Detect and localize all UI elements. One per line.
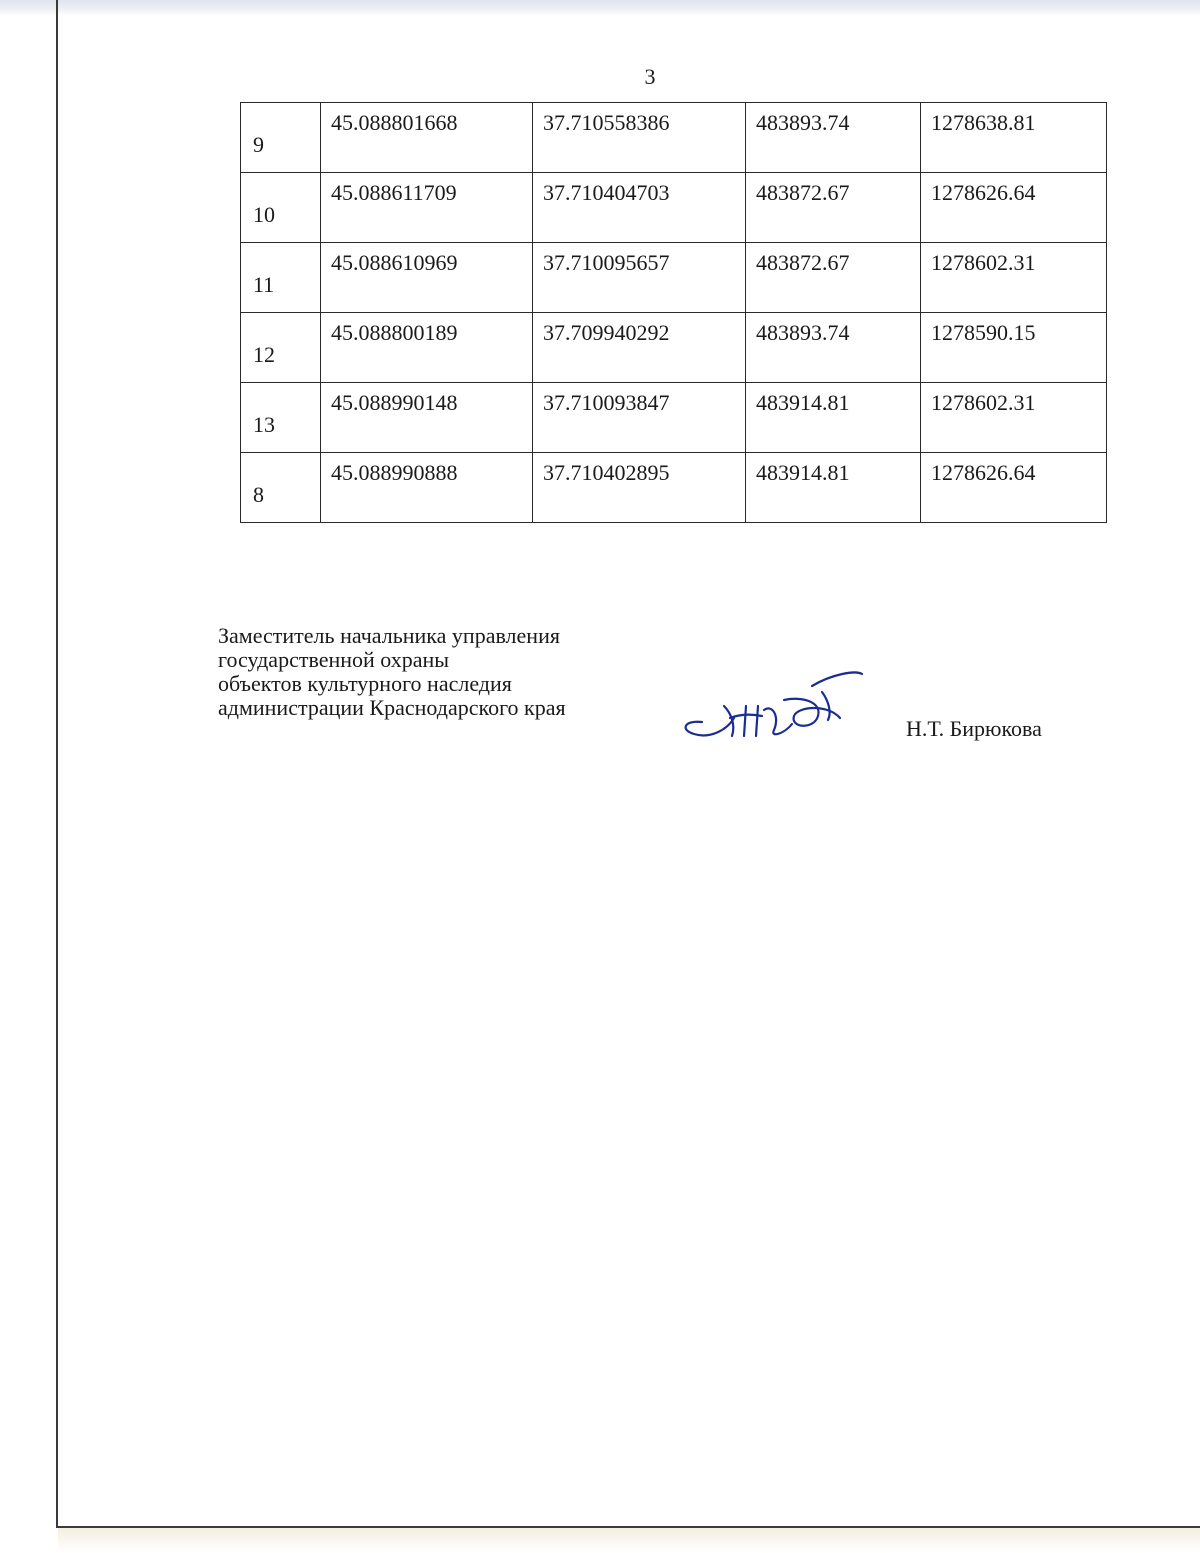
- latitude-value: 45.088611709: [331, 180, 457, 205]
- latitude-cell: [321, 313, 533, 383]
- longitude-value: 37.710093847: [543, 390, 670, 415]
- longitude-cell: [533, 243, 746, 313]
- latitude-cell: [321, 173, 533, 243]
- handwritten-signature: [672, 660, 872, 750]
- point-number: 11: [253, 272, 275, 297]
- x-coordinate-cell: [746, 243, 921, 313]
- x-coordinate-value: 483893.74: [756, 320, 850, 345]
- table-row: [241, 243, 1107, 313]
- signer-title-line: Заместитель начальника управления: [218, 623, 560, 648]
- latitude-value: 45.088990888: [331, 460, 458, 485]
- longitude-cell: [533, 103, 746, 173]
- longitude-cell: [533, 383, 746, 453]
- point-number: 8: [253, 482, 264, 507]
- scan-left-edge: [56, 0, 58, 1528]
- y-coordinate-value: 1278626.64: [931, 180, 1036, 205]
- signature-stroke: [724, 706, 733, 736]
- longitude-cell: [533, 313, 746, 383]
- signer-title-line: государственной охраны: [218, 647, 450, 672]
- table-row: [241, 103, 1107, 173]
- longitude-value: 37.710404703: [543, 180, 670, 205]
- signer-title-line: объектов культурного наследия: [218, 671, 512, 696]
- y-coordinate-value: 1278602.31: [931, 390, 1036, 415]
- y-coordinate-value: 1278638.81: [931, 110, 1036, 135]
- signer-title: [218, 624, 566, 720]
- point-number-cell: [241, 313, 321, 383]
- point-number: 12: [253, 342, 275, 367]
- latitude-value: 45.088800189: [331, 320, 458, 345]
- latitude-value: 45.088610969: [331, 250, 458, 275]
- x-coordinate-cell: [746, 173, 921, 243]
- point-number: 10: [253, 202, 275, 227]
- page-number: 3: [644, 64, 656, 89]
- y-coordinate-value: 1278590.15: [931, 320, 1036, 345]
- signature-stroke: [822, 692, 830, 720]
- coordinates-table: [240, 102, 1107, 523]
- longitude-value: 37.710095657: [543, 250, 670, 275]
- signer-title-line: администрации Краснодарского края: [218, 695, 566, 720]
- table-row: [241, 173, 1107, 243]
- x-coordinate-value: 483914.81: [756, 390, 850, 415]
- signer-name: Н.Т. Бирюкова: [906, 716, 1042, 741]
- latitude-cell: [321, 453, 533, 523]
- y-coordinate-value: 1278626.64: [931, 460, 1036, 485]
- x-coordinate-value: 483893.74: [756, 110, 850, 135]
- y-coordinate-cell: [921, 243, 1107, 313]
- table-row: [241, 313, 1107, 383]
- signature-stroke: [756, 706, 758, 736]
- x-coordinate-value: 483872.67: [756, 250, 850, 275]
- latitude-value: 45.088801668: [331, 110, 458, 135]
- latitude-cell: [321, 383, 533, 453]
- longitude-value: 37.710558386: [543, 110, 670, 135]
- scan-bottom-tint: [58, 1528, 1200, 1553]
- scan-top-bar: [0, 0, 1200, 16]
- point-number-cell: [241, 383, 321, 453]
- longitude-value: 37.709940292: [543, 320, 670, 345]
- signature-strokes: [686, 673, 862, 737]
- point-number-cell: [241, 173, 321, 243]
- signature-stroke: [686, 718, 734, 735]
- x-coordinate-cell: [746, 313, 921, 383]
- longitude-cell: [533, 453, 746, 523]
- y-coordinate-cell: [921, 383, 1107, 453]
- table-row: [241, 383, 1107, 453]
- x-coordinate-cell: [746, 103, 921, 173]
- y-coordinate-cell: [921, 453, 1107, 523]
- longitude-cell: [533, 173, 746, 243]
- latitude-cell: [321, 103, 533, 173]
- signature-stroke: [812, 673, 862, 687]
- signature-stroke: [764, 708, 792, 734]
- signature-stroke: [744, 706, 746, 736]
- longitude-value: 37.710402895: [543, 460, 670, 485]
- y-coordinate-cell: [921, 103, 1107, 173]
- point-number: 9: [253, 132, 264, 157]
- point-number: 13: [253, 412, 275, 437]
- table-row: [241, 453, 1107, 523]
- x-coordinate-cell: [746, 383, 921, 453]
- signature-stroke: [784, 699, 840, 726]
- x-coordinate-cell: [746, 453, 921, 523]
- latitude-value: 45.088990148: [331, 390, 458, 415]
- point-number-cell: [241, 453, 321, 523]
- y-coordinate-cell: [921, 173, 1107, 243]
- y-coordinate-cell: [921, 313, 1107, 383]
- y-coordinate-value: 1278602.31: [931, 250, 1036, 275]
- point-number-cell: [241, 103, 321, 173]
- latitude-cell: [321, 243, 533, 313]
- x-coordinate-value: 483914.81: [756, 460, 850, 485]
- x-coordinate-value: 483872.67: [756, 180, 850, 205]
- point-number-cell: [241, 243, 321, 313]
